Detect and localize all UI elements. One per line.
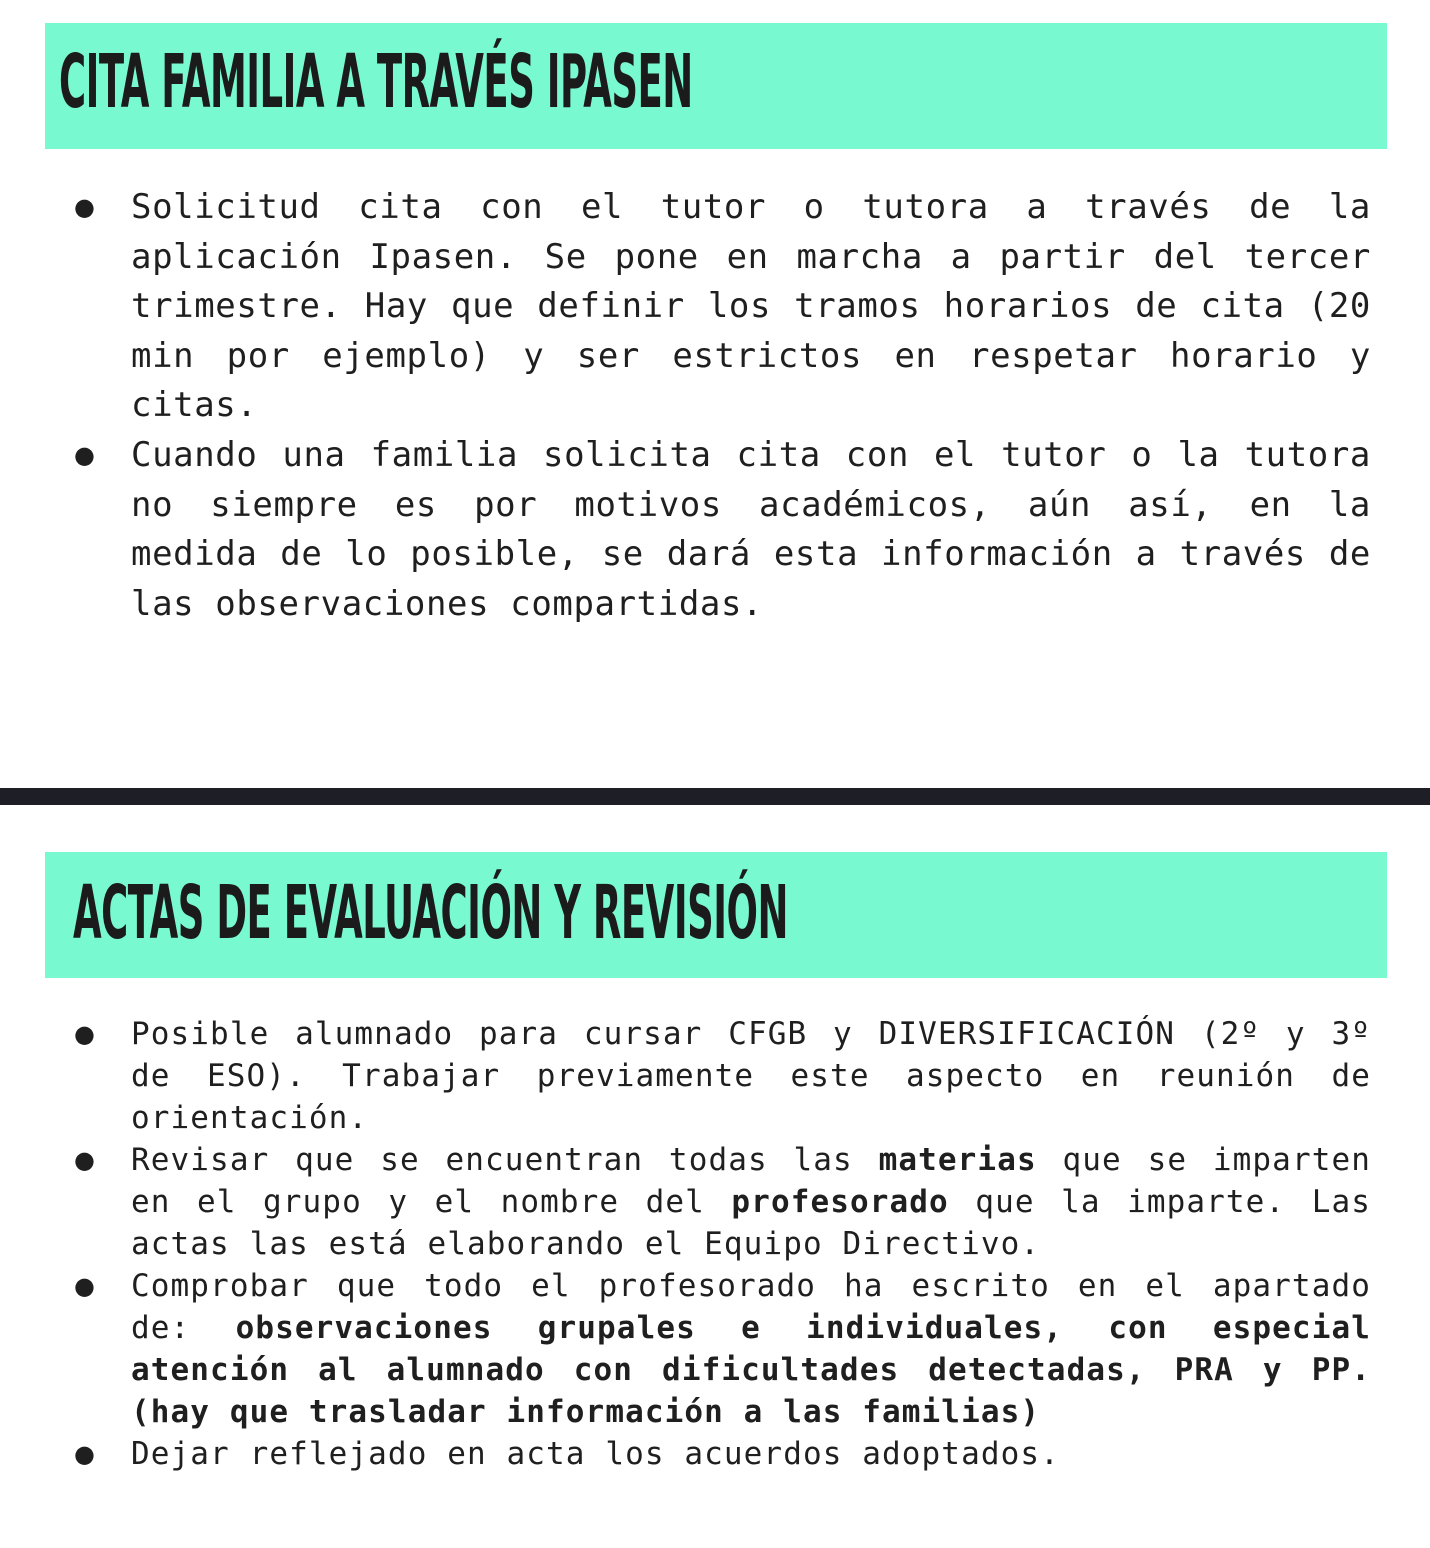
list-item-text: Dejar reflejado en acta los acuerdos adoptados. bbox=[131, 1436, 1060, 1472]
list-item-text: que la imparte. Las actas las está elaborando el Equipo Directivo. bbox=[131, 1184, 1371, 1262]
list-item-text: Comprobar que todo el profesorado ha escrito en el apartado de: bbox=[131, 1268, 1371, 1346]
section-header-actas bbox=[45, 852, 1387, 978]
emphasis-materias: materias bbox=[878, 1142, 1037, 1178]
list-item bbox=[0, 1139, 1430, 1265]
list-item bbox=[0, 431, 1430, 629]
section-header-cita-familia bbox=[45, 23, 1387, 149]
section-divider bbox=[0, 788, 1430, 805]
bullet-list-cita bbox=[0, 183, 1430, 629]
list-item bbox=[0, 183, 1430, 431]
bullet-list-actas bbox=[0, 1013, 1430, 1475]
bullet-icon: ● bbox=[74, 1146, 97, 1174]
section-title: ACTAS DE EVALUACIÓN Y REVISIÓN bbox=[73, 870, 788, 956]
list-item bbox=[0, 1433, 1430, 1475]
list-item-text: Cuando una familia solicita cita con el tutor o la tutora no siempre es por motivos académicos, aún así, en la medida de lo posible, se dará esta información a través de las observaciones compartidas. bbox=[131, 434, 1371, 624]
emphasis-profesorado: profesorado bbox=[731, 1184, 949, 1220]
list-item-text: Revisar que se encuentran todas las bbox=[131, 1142, 879, 1178]
bullet-icon: ● bbox=[74, 1440, 97, 1468]
list-item-text: que se imparten en el grupo y el nombre del bbox=[131, 1142, 1371, 1220]
bullet-icon: ● bbox=[74, 1020, 97, 1048]
emphasis-observaciones: observaciones grupales e individuales, con especial atención al alumnado con dificultades detectadas, PRA y PP. (hay que trasladar información a las familias) bbox=[131, 1310, 1371, 1430]
list-item bbox=[0, 1013, 1430, 1139]
bullet-icon: ● bbox=[74, 193, 96, 221]
list-item-text: Solicitud cita con el tutor o tutora a través de la aplicación Ipasen. Se pone en marcha a partir del tercer trimestre. Hay que definir los tramos horarios de cita (20 min por ejemplo) y ser estrictos en respetar horario y citas. bbox=[131, 187, 1371, 426]
bullet-icon: ● bbox=[74, 1272, 97, 1300]
bullet-icon: ● bbox=[74, 440, 96, 469]
list-item bbox=[0, 1265, 1430, 1433]
list-item-text: Posible alumnado para cursar CFGB y DIVERSIFICACIÓN (2º y 3º de ESO). Trabajar previamente este aspecto en reunión de orientación. bbox=[131, 1016, 1371, 1136]
section-title: CITA FAMILIA A TRAVÉS IPASEN bbox=[59, 39, 693, 125]
